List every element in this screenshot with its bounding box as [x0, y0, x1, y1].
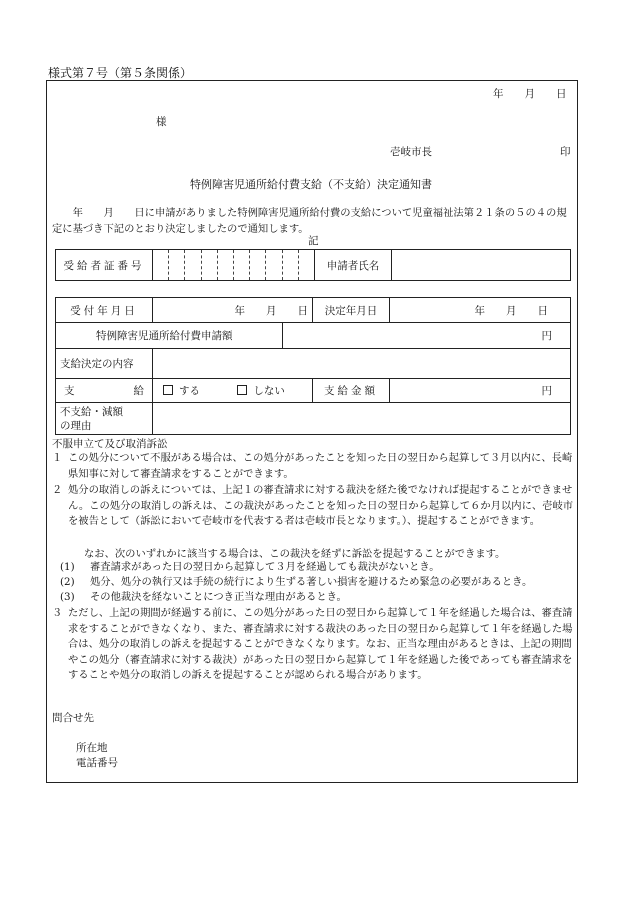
decision-content-field[interactable]: [153, 349, 571, 379]
ki-label: 記: [308, 235, 319, 247]
appeal-item-3-text: ただし、上記の期間が経過する前に、この処分があった日の翌日から起算して１年を経過した場合は、審査請求をすることができなくなり、また、審査請求に対する裁決のあった日の翌日から起算して１年を経過した場合は、処分の取消しの訴えを提起することができなくなります。なお、正当な理由があるときは、上記の期間やこの処分（審査請求に対する裁決）があった日の翌日から起算して１年を経過した後であっても審査請求をすることや処分の取消しの訴えを提起することが認められる場合があります。: [68, 607, 573, 682]
payment-label-left: 支: [64, 385, 75, 397]
payment-yes-label: する: [179, 385, 200, 397]
payment-no-checkbox[interactable]: [237, 385, 247, 395]
appeal-item-1-number: １: [52, 452, 63, 464]
reason-field[interactable]: [153, 403, 571, 435]
receipt-date-label: 受付年月日: [56, 298, 153, 323]
document-title: 特例障害児通所給付費支給（不支給）決定通知書: [190, 178, 432, 191]
payment-label: [56, 379, 153, 403]
reason-label-line2: の理由: [60, 419, 92, 432]
appeal-heading: 不服申立て及び取消訴訟: [52, 438, 168, 450]
appeal-item-1-text: この処分について不服がある場合は、この処分があったことを知った日の翌日から起算して３月以内に、長崎県知事に対して審査請求をすることができます。: [68, 452, 573, 480]
payment-options: [153, 379, 313, 403]
issuer-name: 壱岐市長: [390, 146, 432, 158]
appeal-item-2-number: ２: [52, 484, 63, 496]
decision-table: [55, 297, 571, 435]
appeal-subitem-3-number: (3): [60, 591, 75, 603]
appeal-item-3: [52, 606, 576, 684]
decision-date-field[interactable]: 年 月 日: [390, 298, 571, 323]
contact-address-label: 所在地: [76, 742, 108, 754]
appeal-subitem-1-number: (1): [60, 561, 75, 573]
decision-date-label: 決定年月日: [313, 298, 390, 323]
recipient-number-field[interactable]: [153, 250, 315, 281]
decision-content-label: 支給決定の内容: [56, 349, 153, 379]
form-number-label: 様式第７号（第５条関係）: [48, 66, 193, 80]
issue-date: 年 月 日: [493, 88, 567, 100]
appeal-item-1: [52, 451, 576, 482]
addressee-suffix: 様: [156, 116, 167, 128]
appeal-item-2-text: 処分の取消しの訴えについては、上記１の審査請求に対する裁決を経た後でなければ提起することができません。この処分の取消しの訴えは、この裁決があったことを知った日の翌日から起算して６か月以内に、壱岐市を被告として（訴訟において壱岐市を代表する者は壱岐市長となります。）、提起することができます。: [68, 484, 574, 528]
contact-phone-label: 電話番号: [76, 757, 118, 769]
appeal-item-3-number: ３: [52, 607, 63, 619]
payment-amount-field[interactable]: 円: [390, 379, 571, 403]
reason-label: [56, 403, 153, 435]
seal-mark: 印: [560, 146, 571, 158]
appeal-subitem-1: [60, 560, 576, 576]
recipient-number-label: 受給者証番号: [56, 250, 153, 281]
applicant-name-field[interactable]: [392, 250, 571, 281]
appeal-subitem-3: [60, 590, 576, 606]
intro-paragraph: 年 月 日に申請がありました特例障害児通所給付費の支給について児童福祉法第２１条の５の４の規定に基づき下記のとおり決定しましたので通知します。: [52, 207, 567, 235]
payment-yes-checkbox[interactable]: [163, 385, 173, 395]
payment-no-label: しない: [253, 385, 285, 397]
appeal-note: なお、次のいずれかに該当する場合は、この裁決を経ずに訴訟を提起することができます。: [84, 548, 506, 560]
application-amount-label: 特例障害児通所給付費申請額: [56, 323, 283, 349]
appeal-subitem-1-text: 審査請求があった日の翌日から起算して３月を経過しても裁決がないとき。: [90, 561, 440, 573]
applicant-name-label: 申請者氏名: [315, 250, 392, 281]
appeal-item-2: [52, 483, 576, 530]
application-amount-field[interactable]: 円: [283, 323, 571, 349]
payment-label-right: 給: [133, 385, 144, 397]
appeal-subitem-2-number: (2): [60, 576, 75, 588]
appeal-subitem-2: [60, 575, 576, 591]
appeal-subitem-3-text: その他裁決を経ないことにつき正当な理由があるとき。: [90, 591, 347, 603]
appeal-subitem-2-text: 処分、処分の執行又は手続の続行により生ずる著しい損害を避けるため緊急の必要があるとき。: [90, 576, 533, 588]
recipient-table: [55, 249, 571, 281]
payment-amount-label: 支給金額: [313, 379, 390, 403]
contact-heading: 問合せ先: [52, 712, 94, 724]
reason-label-line1: 不支給・減額: [60, 405, 123, 418]
receipt-date-field[interactable]: 年 月 日: [153, 298, 313, 323]
